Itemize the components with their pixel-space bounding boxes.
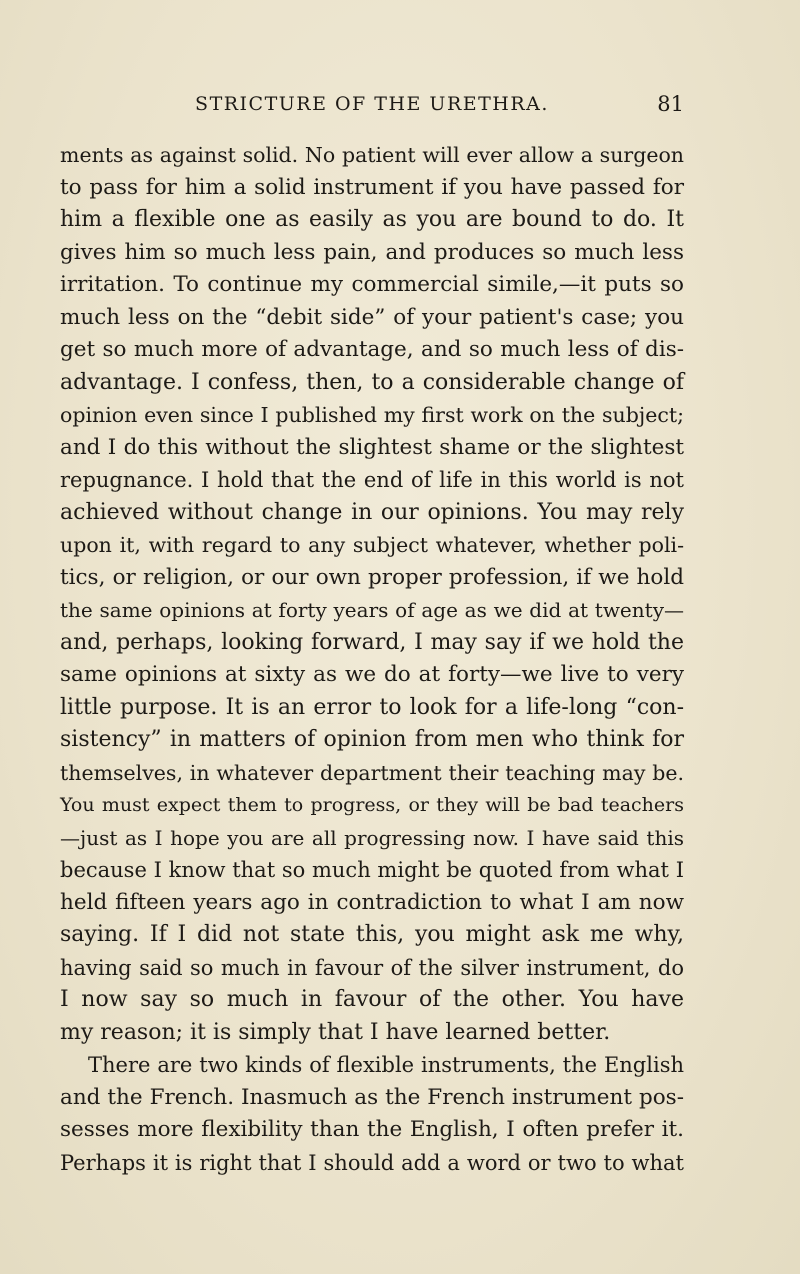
text-line: my reason; it is simply that I have learned better.: [60, 1019, 611, 1045]
text-line: and the French. Inasmuch as the French instrument pos-: [60, 1084, 684, 1110]
text-line: little purpose. It is an error to look for a life-long “con-: [60, 694, 684, 720]
text-line: Perhaps it is right that I should add a word or two to what: [60, 1150, 684, 1175]
text-line: having said so much in favour of the silver instrument, do: [60, 955, 684, 980]
text-line: sesses more flexibility than the English, I often prefer it.: [60, 1117, 684, 1142]
text-line: themselves, in whatever department their teaching may be.: [60, 760, 684, 785]
page-number: 81: [657, 92, 684, 116]
text-line: You must expect them to progress, or they will be bad teachers: [60, 794, 684, 816]
text-line: much less on the “debit side” of your patient's case; you: [60, 304, 684, 330]
text-line: gives him so much less pain, and produces so much less: [60, 239, 684, 265]
text-line: opinion even since I published my first work on the subject;: [60, 403, 684, 427]
text-line: I now say so much in favour of the other. You have: [60, 987, 684, 1012]
text-line: get so much more of advantage, and so much less of dis-: [60, 337, 684, 362]
text-line: and, perhaps, looking forward, I may say if we hold the: [60, 629, 684, 655]
text-line: him a flexible one as easily as you are bound to do. It: [60, 207, 684, 232]
text-line: —just as I hope you are all progressing now. I have said this: [60, 825, 684, 850]
text-line: same opinions at sixty as we do at forty—we live to very: [60, 662, 684, 687]
text-line: saying. If I did not state this, you might ask me why,: [60, 922, 684, 947]
text-line: and I do this without the slightest shame or the slightest: [60, 434, 684, 460]
text-line: advantage. I confess, then, to a considerable change of: [60, 369, 684, 395]
running-head: [60, 91, 684, 117]
text-line: upon it, with regard to any subject whatever, whether poli-: [60, 533, 684, 557]
text-line: repugnance. I hold that the end of life in this world is not: [60, 468, 684, 492]
text-line: achieved without change in our opinions. You may rely: [60, 499, 684, 525]
text-line: ments as against solid. No patient will ever allow a surgeon: [60, 143, 684, 167]
running-title: STRICTURE OF THE URETHRA.: [195, 93, 549, 115]
text-line: the same opinions at forty years of age as we did at twenty—: [60, 598, 684, 622]
text-line: There are two kinds of flexible instruments, the English: [88, 1053, 684, 1077]
text-line: irritation. To continue my commercial simile,—it puts so: [60, 272, 684, 297]
body-text: [60, 139, 684, 1179]
text-line: tics, or religion, or our own proper profession, if we hold: [60, 564, 684, 590]
text-line: because I know that so much might be quoted from what I: [60, 858, 684, 882]
text-line: held fifteen years ago in contradiction to what I am now: [60, 889, 684, 915]
text-line: sistency” in matters of opinion from men who think for: [60, 727, 684, 752]
text-line: to pass for him a solid instrument if you have passed for: [60, 174, 684, 200]
